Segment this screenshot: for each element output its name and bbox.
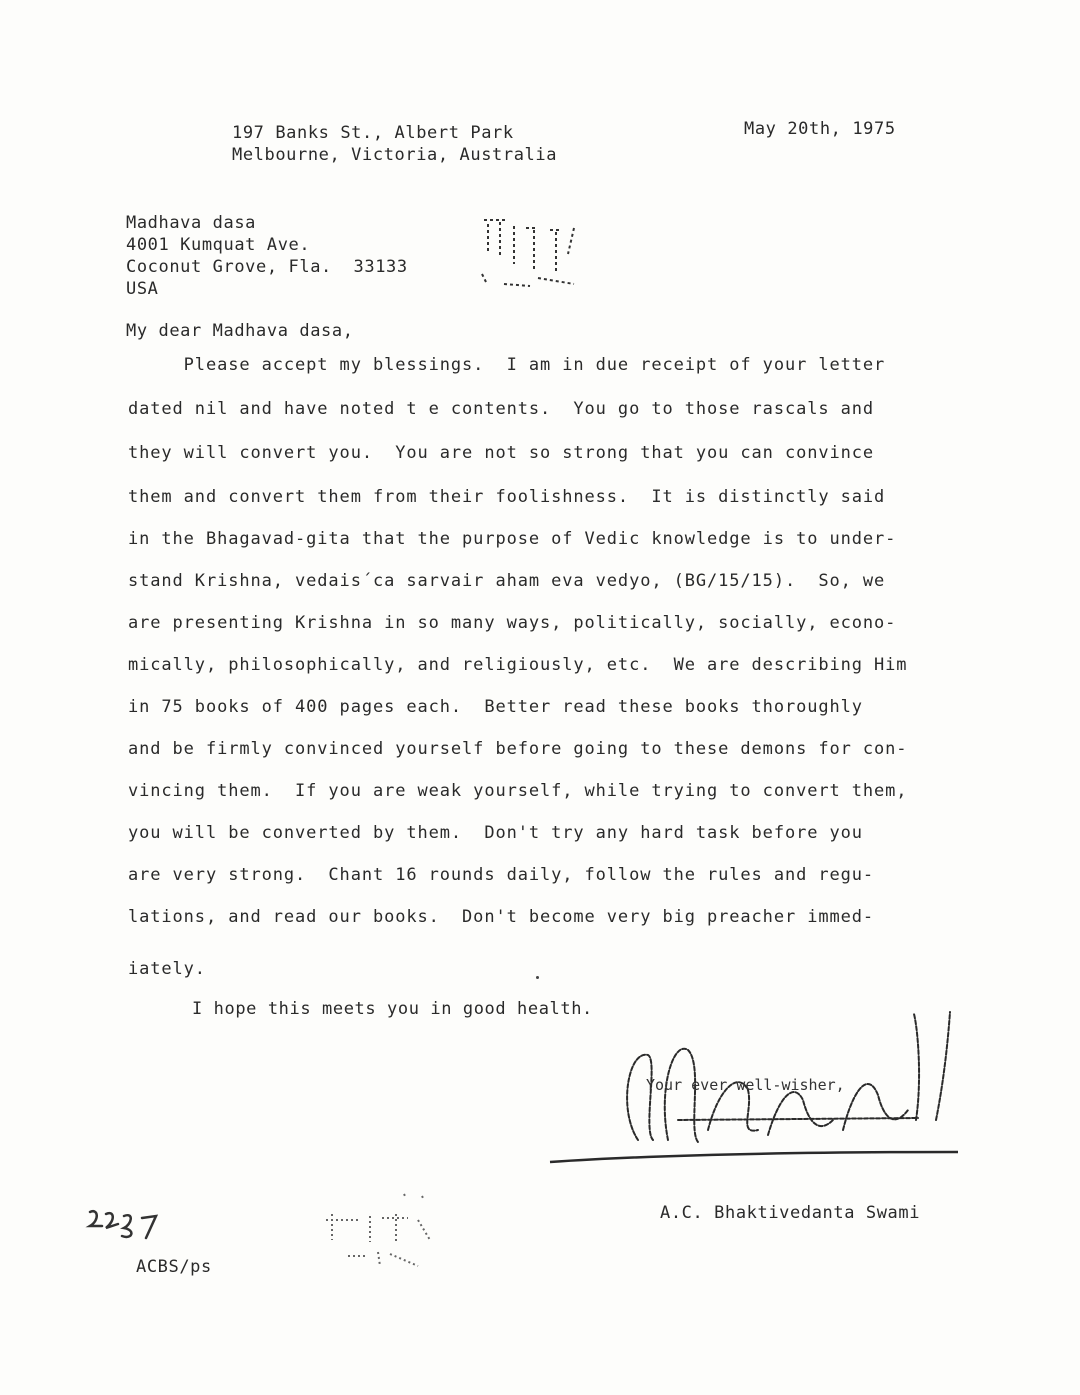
ink-speck: [536, 976, 539, 979]
signatory-name: A.C. Bhaktivedanta Swami: [660, 1203, 921, 1223]
body-line: they will convert you. You are not so strong that you can convince: [128, 443, 875, 463]
signature-line: [548, 1148, 960, 1166]
body-line: in the Bhagavad-gita that the purpose of Vedic knowledge is to under-: [128, 529, 897, 549]
body-line: lations, and read our books. Don't become very big preacher immed-: [128, 907, 875, 927]
faded-stamp: [318, 1190, 442, 1276]
recipient-city: Coconut Grove, Fla. 33133: [126, 257, 408, 277]
body-line: and be firmly convinced yourself before going to these demons for con-: [128, 739, 908, 759]
body-line: mically, philosophically, and religiously, etc. We are describing Him: [128, 655, 908, 675]
stamp-label: ACK 1975: [482, 244, 487, 245]
body-line: vincing them. If you are weak yourself, while trying to convert them,: [128, 781, 908, 801]
body-line: iately.: [128, 959, 206, 979]
body-line: are very strong. Chant 16 rounds daily, follow the rules and regu-: [128, 865, 875, 885]
recipient-name: Madhava dasa: [126, 213, 257, 233]
body-line: them and convert them from their foolishness. It is distinctly said: [128, 487, 886, 507]
body-line: Please accept my blessings. I am in due receipt of your letter: [128, 355, 886, 375]
typist-initials: ACBS/ps: [136, 1257, 212, 1277]
salutation: My dear Madhava dasa,: [126, 321, 354, 341]
handwritten-signature: [618, 1010, 968, 1160]
body-line: dated nil and have noted t e contents. You go to those rascals and: [128, 399, 875, 419]
sender-address-line2: Melbourne, Victoria, Australia: [232, 145, 558, 165]
sender-address-line1: 197 Banks St., Albert Park: [232, 123, 514, 143]
body-line: stand Krishna, vedais´ca sarvair aham eva vedyo, (BG/15/15). So, we: [128, 571, 886, 591]
body-line: in 75 books of 400 pages each. Better read these books thoroughly: [128, 697, 863, 717]
closing-text: Your ever well-wisher,: [646, 1076, 845, 1094]
body-line: are presenting Krishna in so many ways, politically, socially, econo-: [128, 613, 897, 633]
recipient-street: 4001 Kumquat Ave.: [126, 235, 311, 255]
letter-date: May 20th, 1975: [744, 119, 896, 139]
closing-paragraph: I hope this meets you in good health.: [192, 999, 593, 1019]
body-line: you will be converted by them. Don't try any hard task before you: [128, 823, 863, 843]
handwritten-reference-number: [84, 1206, 164, 1250]
recipient-country: USA: [126, 279, 159, 299]
received-stamp: [478, 214, 584, 292]
